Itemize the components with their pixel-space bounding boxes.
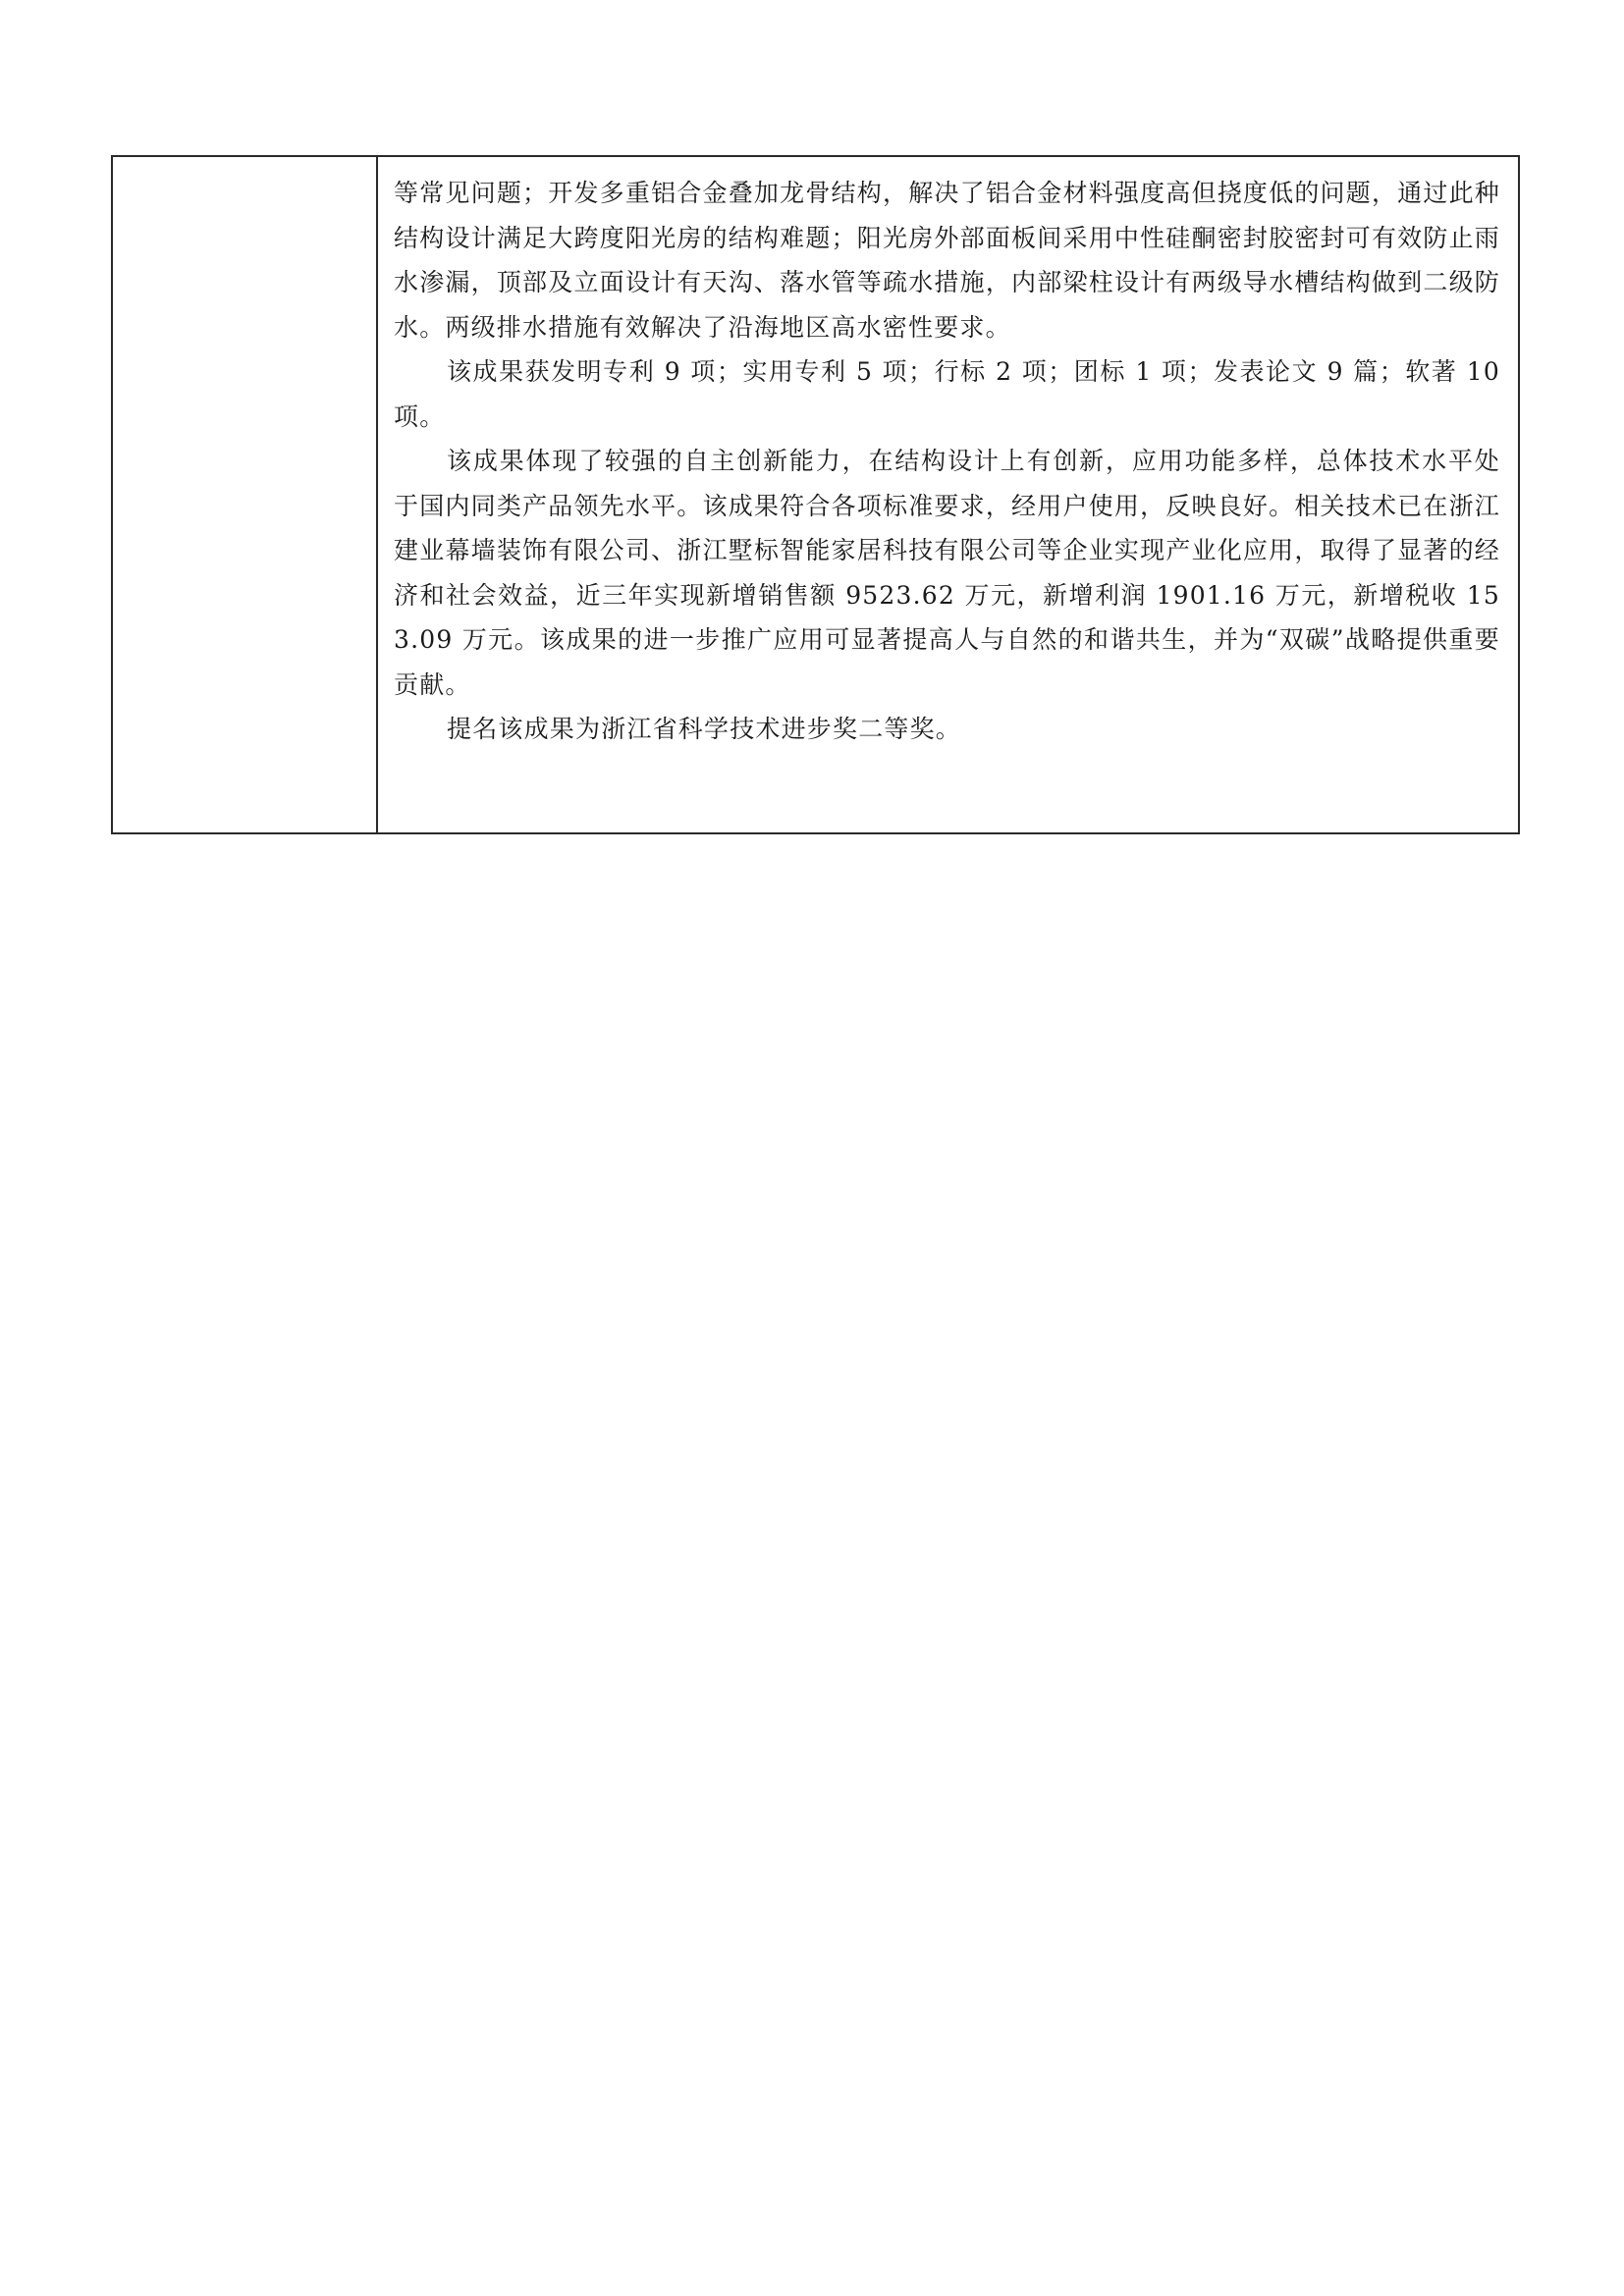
paragraph-patents: 该成果获发明专利 9 项；实用专利 5 项；行标 2 项；团标 1 项；发表论文 9 篇；软著 10 项。 <box>394 357 1500 431</box>
paragraph-nomination: 提名该成果为浙江省科学技术进步奖二等奖。 <box>447 715 962 743</box>
table-label-cell <box>113 157 378 832</box>
paragraph-innovation-benefits: 该成果体现了较强的自主创新能力，在结构设计上有创新，应用功能多样，总体技术水平处于国内同类产品领先水平。该成果符合各项标准要求，经用户使用，反映良好。相关技术已在浙江建业幕墙装饰有限公司、浙江墅标智能家居科技有限公司等企业实现产业化应用，取得了显著的经济和社会效益，近三年实现新增销售额 9523.62 万元，新增利润 1901.16 万元，新增税收 153.09 万元。该成果的进一步推广应用可显著提高人与自然的和谐共生，并为“双碳”战略提供重要贡献。 <box>394 447 1500 699</box>
paragraph-waterproof-structure: 等常见问题；开发多重铝合金叠加龙骨结构，解决了铝合金材料强度高但挠度低的问题，通过此种结构设计满足大跨度阳光房的结构难题；阳光房外部面板间采用中性硅酮密封胶密封可有效防止雨水渗漏，顶部及立面设计有天沟、落水管等疏水措施，内部梁柱设计有两级导水槽结构做到二级防水。两级排水措施有效解决了沿海地区高水密性要求。 <box>394 179 1500 342</box>
table-content-cell <box>378 157 1518 832</box>
content-table <box>111 155 1520 834</box>
